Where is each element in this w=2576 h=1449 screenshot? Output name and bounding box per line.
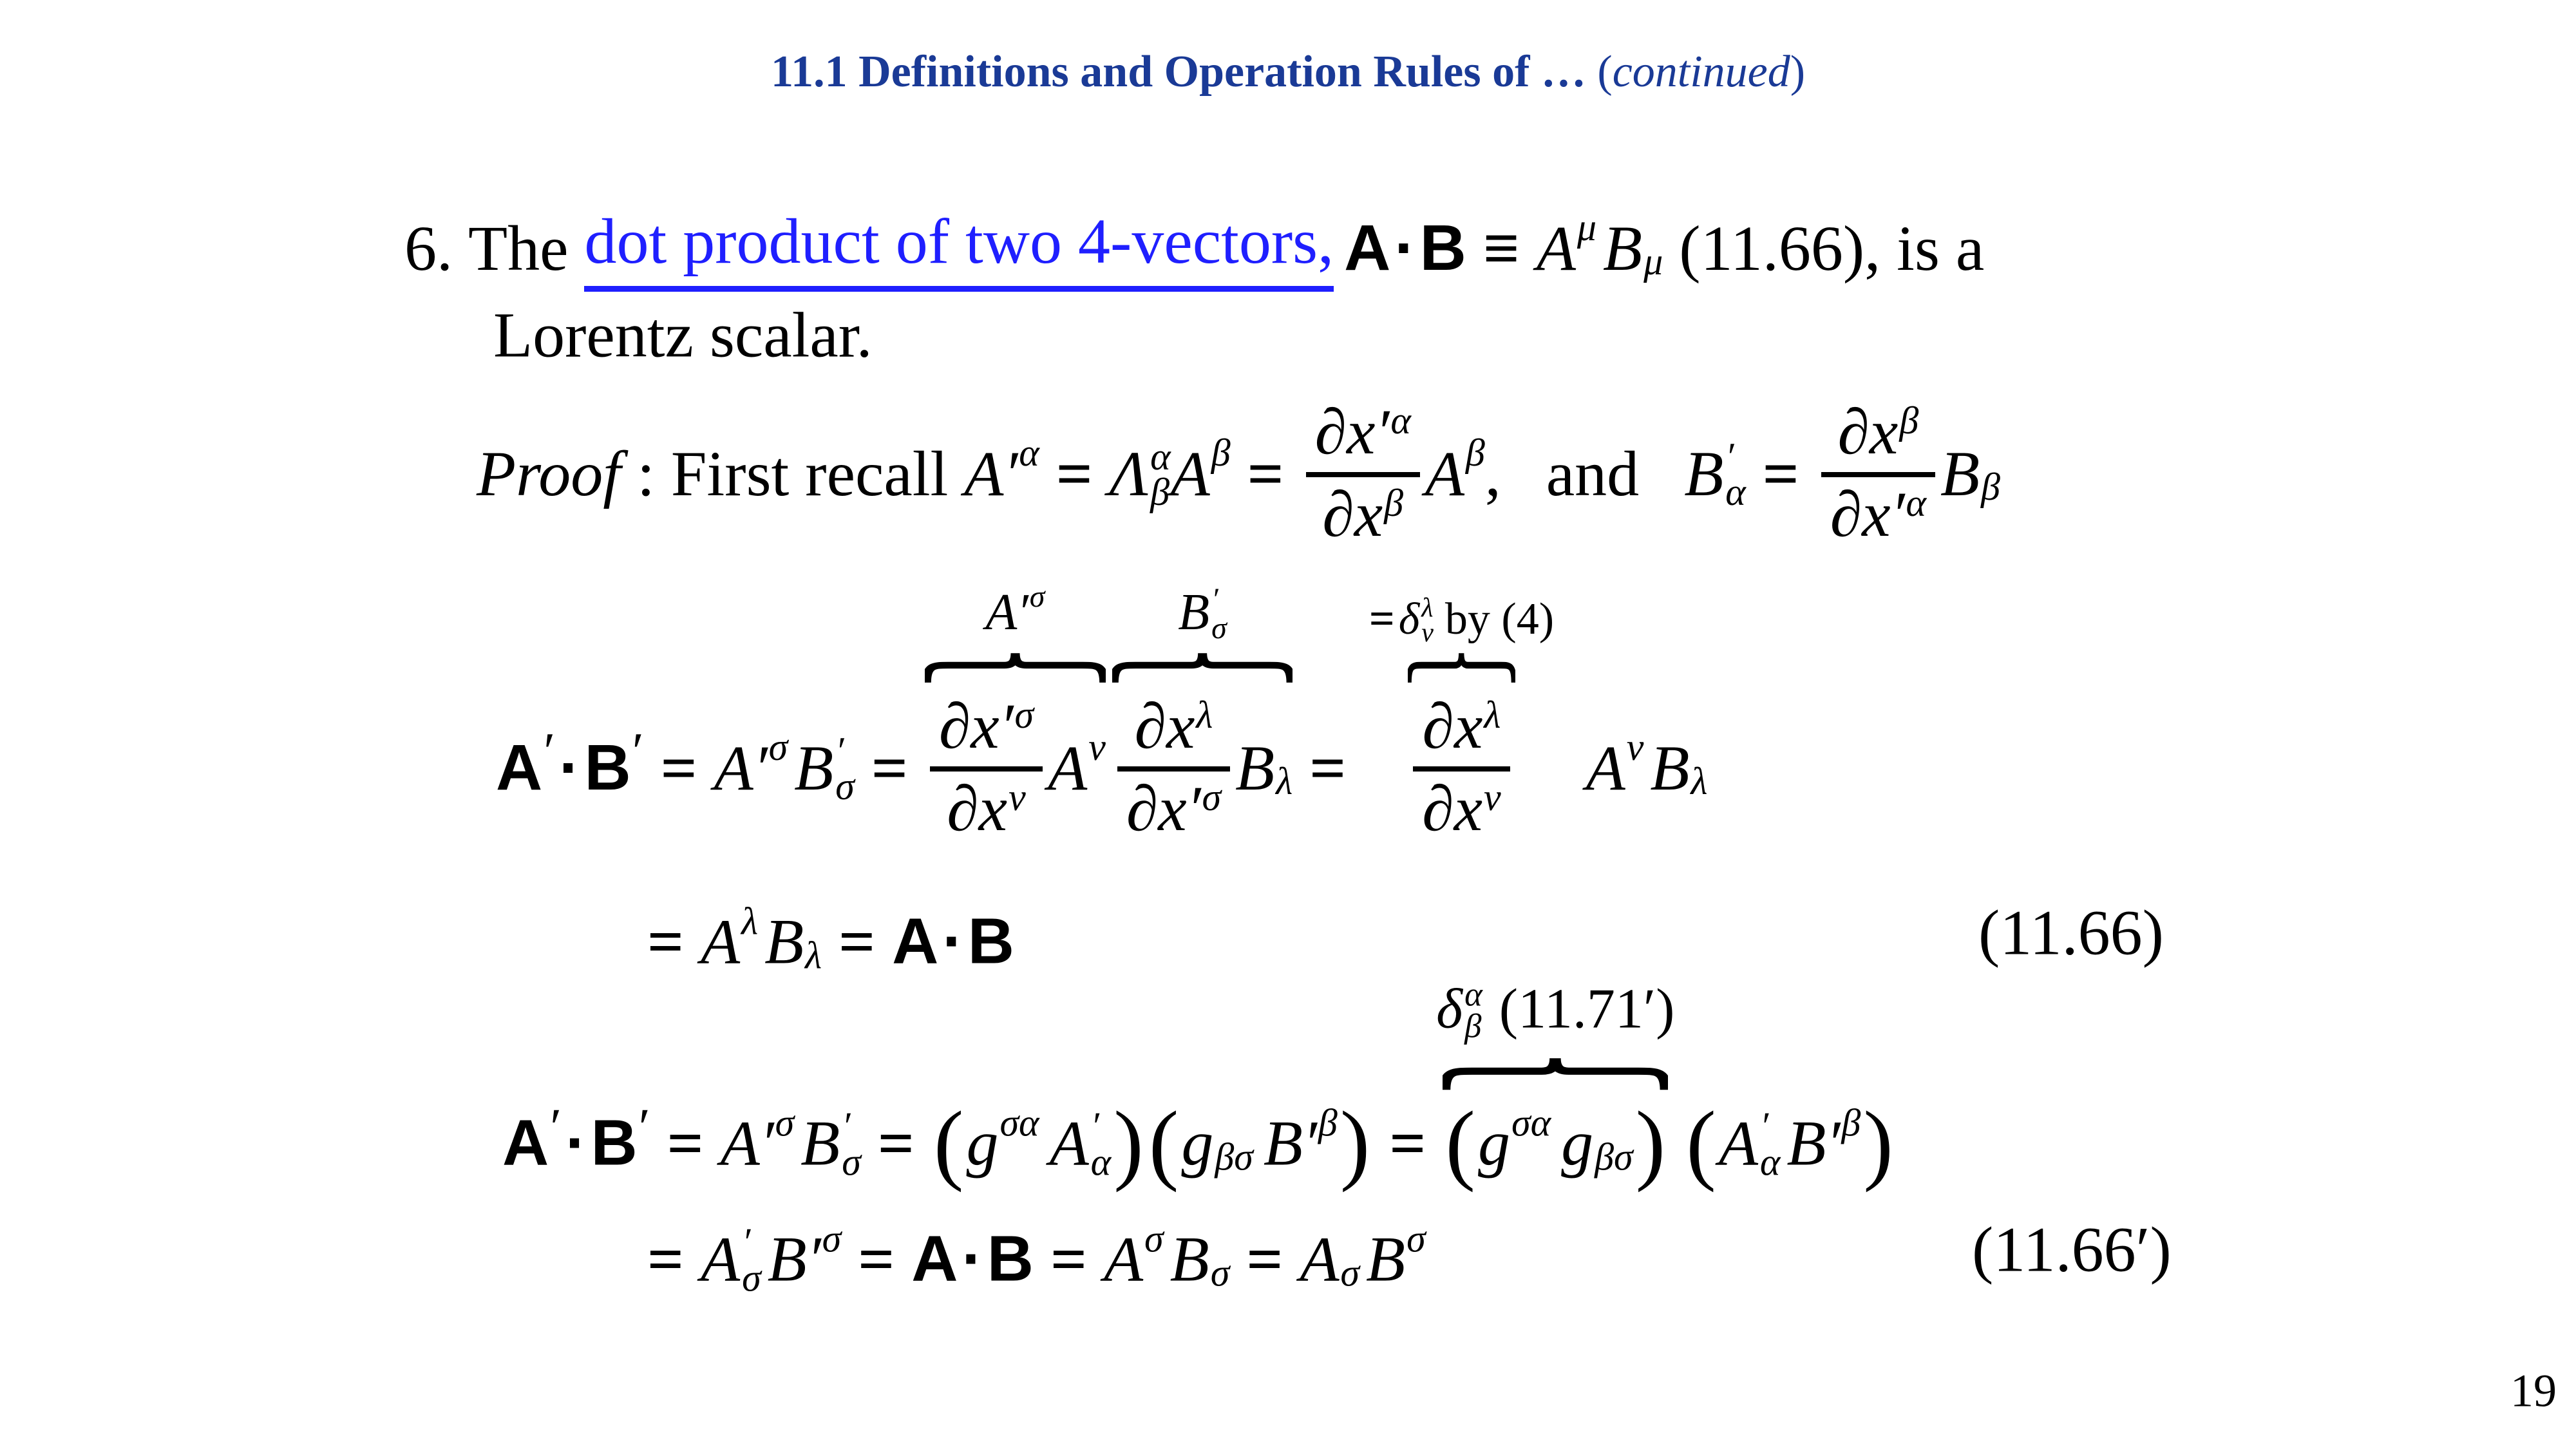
statement-text: Lorentz scalar. [493,299,873,371]
vector-dot-product: A · B [911,1222,1034,1295]
fraction-bar [1306,472,1420,477]
equals-sign: = [877,1107,914,1179]
math-token: B β [1940,437,2000,509]
math-token: A σ [1103,1217,1164,1295]
metric-tensor: g σα [1477,1101,1551,1179]
math-token: A′ σ [714,726,788,804]
fraction: ∂x λ ∂x ν [1413,692,1510,844]
lambda-tensor: Λ α β [1109,435,1171,513]
overbraced-group-delta [1368,593,1555,844]
title-paren-close: ) [1790,47,1806,97]
math-token: B σ [1366,1217,1426,1295]
metric-tensor: g βσ [1181,1107,1253,1179]
statement-text: The [468,212,585,284]
dot-product-link[interactable]: dot product of two 4-vectors, [584,204,1334,292]
paren-open: ( [1686,1093,1716,1193]
math-token: A′ α [964,431,1039,509]
paren-open: ( [933,1093,964,1193]
equals-sign: = [1389,1107,1426,1179]
vector-dot-product-primed: A ′ · B ′ [502,1097,650,1179]
math-token: B ′ α [1684,435,1746,513]
vector-b: B [1419,211,1466,284]
vector-a: A [1344,211,1391,284]
equals-sign: = [667,1107,704,1179]
equals-sign: = [1247,437,1284,509]
cdot-icon: · [559,731,581,804]
title-main: 11.1 Definitions and Operation Rules of … [770,47,1598,97]
title-continued: continued [1612,47,1790,97]
equals-sign: = [1309,732,1347,804]
math-token: A ν [1586,726,1644,804]
title-paren-open: ( [1597,47,1613,97]
overbrace-label-b: B ′ σ [1178,582,1227,645]
derivation-line-2 [647,900,1014,979]
colon: : [621,437,671,509]
overbraced-group-gg [1436,976,1675,1195]
fraction: ∂x β ∂x′ α [1821,397,1935,549]
cdot-icon: · [1394,211,1416,284]
paren-open: ( [1445,1093,1475,1193]
fraction-bar [1117,766,1230,772]
equals-sign: = [647,905,684,978]
equals-sign: = [647,1223,684,1295]
vector-dot-product: A · B [892,905,1014,978]
and-word: and [1546,437,1640,509]
equals-sign: = [1050,1223,1087,1295]
math-token: B μ [1603,212,1663,284]
cdot-icon: · [942,905,964,978]
math-token: B ′ σ [794,729,855,808]
overbrace-icon [1112,649,1293,684]
proof-word: Proof [477,437,621,509]
math-token: A′ σ [720,1101,795,1179]
vector-dot-product [1344,211,1466,285]
math-token: A ′ α [1049,1104,1112,1183]
paren-open: ( [1148,1093,1179,1193]
math-token: B σ [1170,1223,1230,1295]
math-token: B λ [1650,732,1708,804]
metric-tensor: g βσ [1561,1107,1633,1179]
math-token: A β [1170,431,1231,509]
math-token: A ′ σ [700,1220,761,1299]
paren-close: ) [1113,1093,1144,1193]
derivation-line-1 [496,580,1708,844]
equals-sign: = [1762,437,1799,509]
cdot-icon: · [565,1106,587,1179]
overbrace-icon [925,649,1106,684]
page-number: 19 [2510,1365,2557,1417]
equation-number-11-66-prime: (11.66′) [1972,1213,2172,1285]
math-token: B λ [1235,732,1293,804]
fraction: ∂x′ α ∂x β [1306,397,1420,549]
derivation-line-4 [647,1217,1426,1299]
proof-text: First recall [670,437,965,509]
fraction-bar [1821,472,1935,477]
paren-close: ) [1340,1093,1370,1193]
math-token: B′ β [1786,1101,1861,1179]
math-token: B ′ σ [800,1104,861,1183]
math-token: A μ [1536,206,1597,284]
slide-title [0,46,2576,98]
fraction: ∂x λ ∂x′ σ [1117,692,1230,844]
statement-line-1 [404,204,1984,292]
cdot-icon: · [961,1222,983,1295]
overbrace-icon [1443,1054,1668,1092]
math-token: A σ [1300,1223,1359,1295]
equals-sign: = [1056,437,1093,509]
paren-close: ) [1635,1093,1666,1193]
vector-dot-product-primed: A ′ · B ′ [496,722,644,804]
equals-sign: = [1246,1223,1283,1295]
statement-line-2 [493,298,873,372]
proof-line [477,397,2000,549]
equation-number-11-66: (11.66) [1978,896,2164,969]
math-token: B′ β [1263,1101,1338,1179]
fraction-bar [1413,766,1510,772]
math-token: A ′ α [1718,1104,1781,1183]
overbrace-icon [1408,649,1515,684]
overbrace-label-a: A′ σ [985,580,1045,641]
math-token: B′ σ [767,1217,842,1295]
math-token: A ν [1048,726,1106,804]
fraction: ∂x′ σ ∂x ν [930,692,1043,844]
math-token: A λ [700,900,759,978]
overbraced-group-a [925,580,1106,844]
fraction-bar [930,766,1043,772]
equiv-sign: ≡ [1482,212,1520,284]
equals-sign: = [660,732,697,804]
equals-sign: = [838,905,876,978]
math-token: A β [1425,431,1485,509]
statement-tail: (11.66), is a [1663,212,1985,284]
item-number: 6. [404,212,453,284]
derivation-line-3 [502,976,1896,1195]
overbrace-label-delta: = δ λ ν by (4) [1368,593,1555,648]
equals-sign: = [858,1223,895,1295]
paren-close: ) [1863,1093,1893,1193]
overbrace-label-delta2: δ α β (11.71′) [1436,976,1675,1045]
comma: , [1484,437,1501,509]
overbraced-group-b [1112,582,1293,844]
math-token: B λ [764,905,822,978]
equals-sign: = [871,732,908,804]
metric-tensor: g σα [966,1101,1039,1179]
